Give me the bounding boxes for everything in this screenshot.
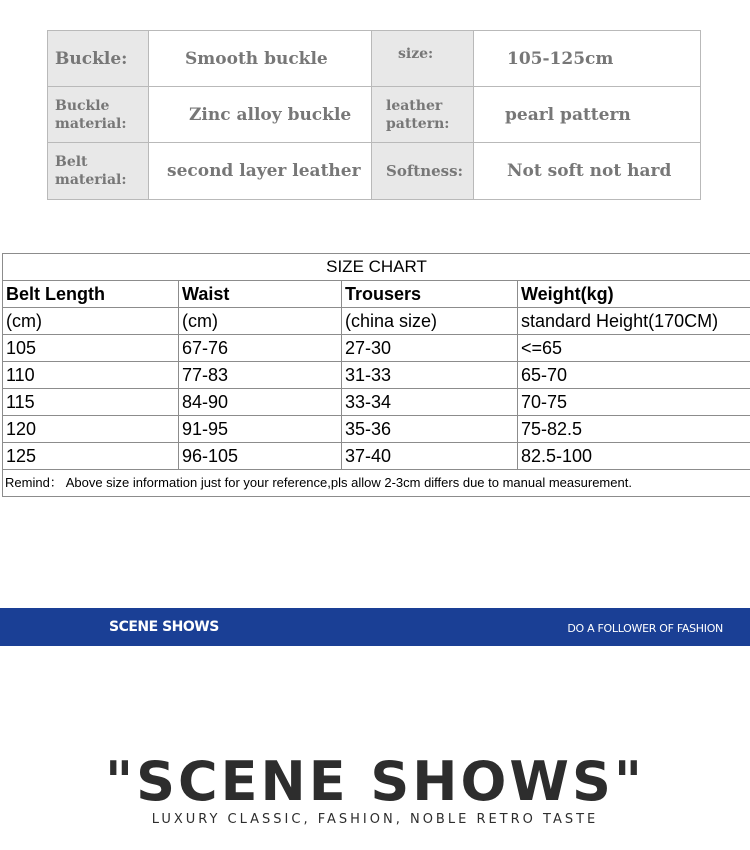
table-cell: 82.5-100 bbox=[518, 443, 750, 470]
unit-cell: (cm) bbox=[3, 308, 179, 335]
table-row bbox=[3, 416, 750, 443]
spec-label: size: bbox=[372, 31, 474, 87]
size-chart-title-row bbox=[3, 254, 750, 281]
unit-cell: (cm) bbox=[179, 308, 342, 335]
brand-tagline: LUXURY CLASSIC, FASHION, NOBLE RETRO TASTE bbox=[151, 812, 599, 827]
table-cell: 115 bbox=[3, 389, 179, 416]
table-cell: 91-95 bbox=[179, 416, 342, 443]
table-cell: 125 bbox=[3, 443, 179, 470]
size-chart-title: SIZE CHART bbox=[3, 254, 750, 281]
table-row bbox=[3, 389, 750, 416]
column-header: Weight(kg) bbox=[518, 281, 750, 308]
table-cell: 27-30 bbox=[342, 335, 518, 362]
spec-value: second layer leather bbox=[149, 143, 372, 200]
banner-slogan: DO A FOLLOWER OF FASHION bbox=[567, 622, 723, 635]
table-cell: 96-105 bbox=[179, 443, 342, 470]
spec-row bbox=[48, 87, 701, 143]
size-chart-units-row bbox=[3, 308, 750, 335]
banner-title: SCENE SHOWS bbox=[109, 619, 219, 635]
table-cell: 37-40 bbox=[342, 443, 518, 470]
table-cell: 110 bbox=[3, 362, 179, 389]
table-row bbox=[3, 362, 750, 389]
spec-value: pearl pattern bbox=[474, 87, 701, 143]
unit-cell: (china size) bbox=[342, 308, 518, 335]
scene-shows-banner bbox=[0, 608, 750, 646]
size-chart-remind-row bbox=[3, 470, 750, 497]
spec-label: leather pattern: bbox=[372, 87, 474, 143]
brand-title: "SCENE SHOWS" bbox=[104, 750, 645, 813]
spec-label: Belt material: bbox=[48, 143, 149, 200]
spec-value: 105-125cm bbox=[474, 31, 701, 87]
spec-row bbox=[48, 143, 701, 200]
unit-cell: standard Height(170CM) bbox=[518, 308, 750, 335]
product-spec-table bbox=[47, 30, 701, 200]
column-header: Belt Length bbox=[3, 281, 179, 308]
spec-value: Not soft not hard bbox=[474, 143, 701, 200]
table-cell: 84-90 bbox=[179, 389, 342, 416]
table-cell: 105 bbox=[3, 335, 179, 362]
table-cell: 75-82.5 bbox=[518, 416, 750, 443]
spec-label: Buckle material: bbox=[48, 87, 149, 143]
size-chart-header-row bbox=[3, 281, 750, 308]
table-cell: 33-34 bbox=[342, 389, 518, 416]
column-header: Trousers bbox=[342, 281, 518, 308]
table-cell: 67-76 bbox=[179, 335, 342, 362]
table-cell: <=65 bbox=[518, 335, 750, 362]
table-cell: 65-70 bbox=[518, 362, 750, 389]
table-cell: 120 bbox=[3, 416, 179, 443]
spec-value: Zinc alloy buckle bbox=[149, 87, 372, 143]
table-row bbox=[3, 443, 750, 470]
table-row bbox=[3, 335, 750, 362]
spec-row bbox=[48, 31, 701, 87]
table-cell: 31-33 bbox=[342, 362, 518, 389]
spec-label: Softness: bbox=[372, 143, 474, 200]
spec-label: Buckle: bbox=[48, 31, 149, 87]
spec-value: Smooth buckle bbox=[149, 31, 372, 87]
remind-note: Remind： Above size information just for your reference,pls allow 2-3cm differs due to manual measurement. bbox=[3, 470, 750, 497]
size-chart-table bbox=[2, 253, 750, 497]
column-header: Waist bbox=[179, 281, 342, 308]
table-cell: 77-83 bbox=[179, 362, 342, 389]
table-cell: 70-75 bbox=[518, 389, 750, 416]
table-cell: 35-36 bbox=[342, 416, 518, 443]
